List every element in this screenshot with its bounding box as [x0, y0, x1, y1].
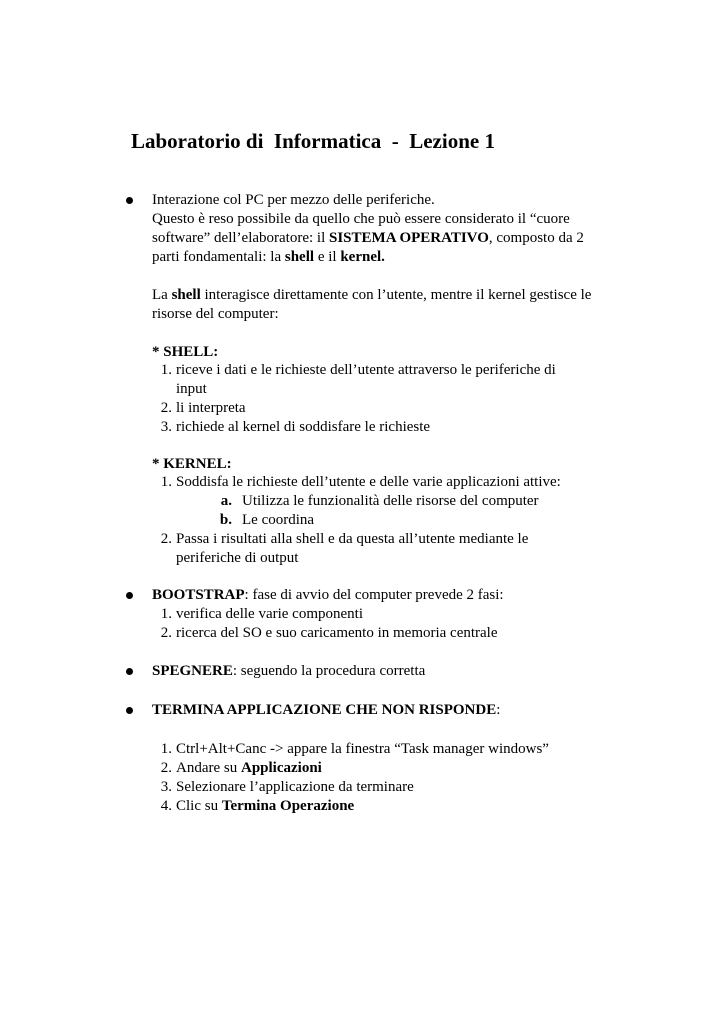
text-run: La — [152, 287, 172, 303]
kernel-heading: * KERNEL: — [152, 456, 232, 472]
list-number: 3. — [160, 419, 172, 435]
list-text: Le coordina — [242, 512, 315, 528]
bullet-icon — [126, 668, 133, 675]
list-number: 1. — [160, 606, 172, 622]
list-number: 2. — [160, 625, 172, 641]
text-run: : seguendo la procedura corretta — [232, 663, 426, 679]
text-run: BOOTSTRAP — [152, 587, 245, 603]
text-run: kernel. — [340, 249, 385, 265]
list-text: periferiche di output — [176, 550, 299, 566]
list-number: 2. — [160, 400, 172, 416]
paragraph-spegnere — [152, 662, 425, 681]
list-text: input — [176, 381, 207, 397]
text-run: shell — [171, 287, 201, 303]
bullet-icon — [126, 707, 133, 714]
list-number: b. — [219, 512, 232, 528]
list-number: 2. — [160, 531, 172, 547]
list-text: Selezionare l’applicazione da terminare — [176, 779, 414, 795]
list-text: Passa i risultati alla shell e da questa all’utente mediante le — [176, 531, 529, 547]
text-run: Questo è reso possibile da quello che può essere considerato il “cuore — [152, 211, 570, 227]
list-text: riceve i dati e le richieste dell’utente attraverso le periferiche di — [176, 362, 556, 378]
list-text: richiede al kernel di soddisfare le richieste — [176, 419, 431, 435]
text-run — [152, 229, 584, 248]
bullet-icon — [126, 197, 133, 204]
paragraph-shell — [152, 286, 591, 324]
page-title: Laboratorio di Informatica - Lezione 1 — [131, 129, 495, 153]
list-text — [176, 759, 322, 778]
list-number: 4. — [160, 798, 172, 814]
list-text: li interpreta — [176, 400, 246, 416]
text-run: Andare su — [176, 760, 241, 776]
text-run: Clic su — [176, 798, 222, 814]
paragraph-intro — [152, 191, 584, 267]
list-number: a. — [220, 493, 232, 509]
text-run — [152, 248, 584, 267]
list-text: Ctrl+Alt+Canc -> appare la finestra “Task manager windows” — [176, 741, 549, 757]
text-run — [152, 286, 591, 305]
bullet-icon — [126, 592, 133, 599]
text-run: risorse del computer: — [152, 306, 279, 322]
text-run — [152, 210, 584, 229]
text-run: , composto da 2 — [488, 230, 584, 246]
text-run: shell — [284, 249, 315, 265]
list-text: Soddisfa le richieste dell’utente e delle varie applicazioni attive: — [176, 474, 561, 490]
paragraph-bootstrap — [152, 586, 504, 605]
text-run: Applicazioni — [240, 760, 322, 776]
text-run: SISTEMA OPERATIVO — [329, 230, 489, 246]
list-number: 3. — [160, 779, 172, 795]
list-text: ricerca del SO e suo caricamento in memoria centrale — [176, 625, 498, 641]
text-run: TERMINA APPLICAZIONE CHE NON RISPONDE — [152, 702, 497, 718]
text-run: SPEGNERE — [152, 663, 233, 679]
list-number: 1. — [160, 741, 172, 757]
text-run: e il — [314, 249, 341, 265]
text-run: : — [496, 702, 501, 718]
text-run: : fase di avvio del computer prevede 2 fasi: — [244, 587, 504, 603]
shell-heading: * SHELL: — [152, 344, 219, 360]
text-run: Termina Operazione — [221, 798, 355, 814]
paragraph-termina — [152, 701, 500, 720]
text-run: interagisce direttamente con l’utente, mentre il kernel gestisce le — [200, 287, 592, 303]
list-text: verifica delle varie componenti — [176, 606, 363, 622]
text-run: software” dell’elaboratore: il — [152, 230, 329, 246]
text-run: parti fondamentali: la — [152, 249, 285, 265]
text-run: Interazione col PC per mezzo delle periferiche. — [152, 192, 435, 208]
list-number: 2. — [160, 760, 172, 776]
list-number: 1. — [160, 362, 172, 378]
list-number: 1. — [160, 474, 172, 490]
list-text — [176, 797, 354, 816]
list-text: Utilizza le funzionalità delle risorse del computer — [242, 493, 539, 509]
